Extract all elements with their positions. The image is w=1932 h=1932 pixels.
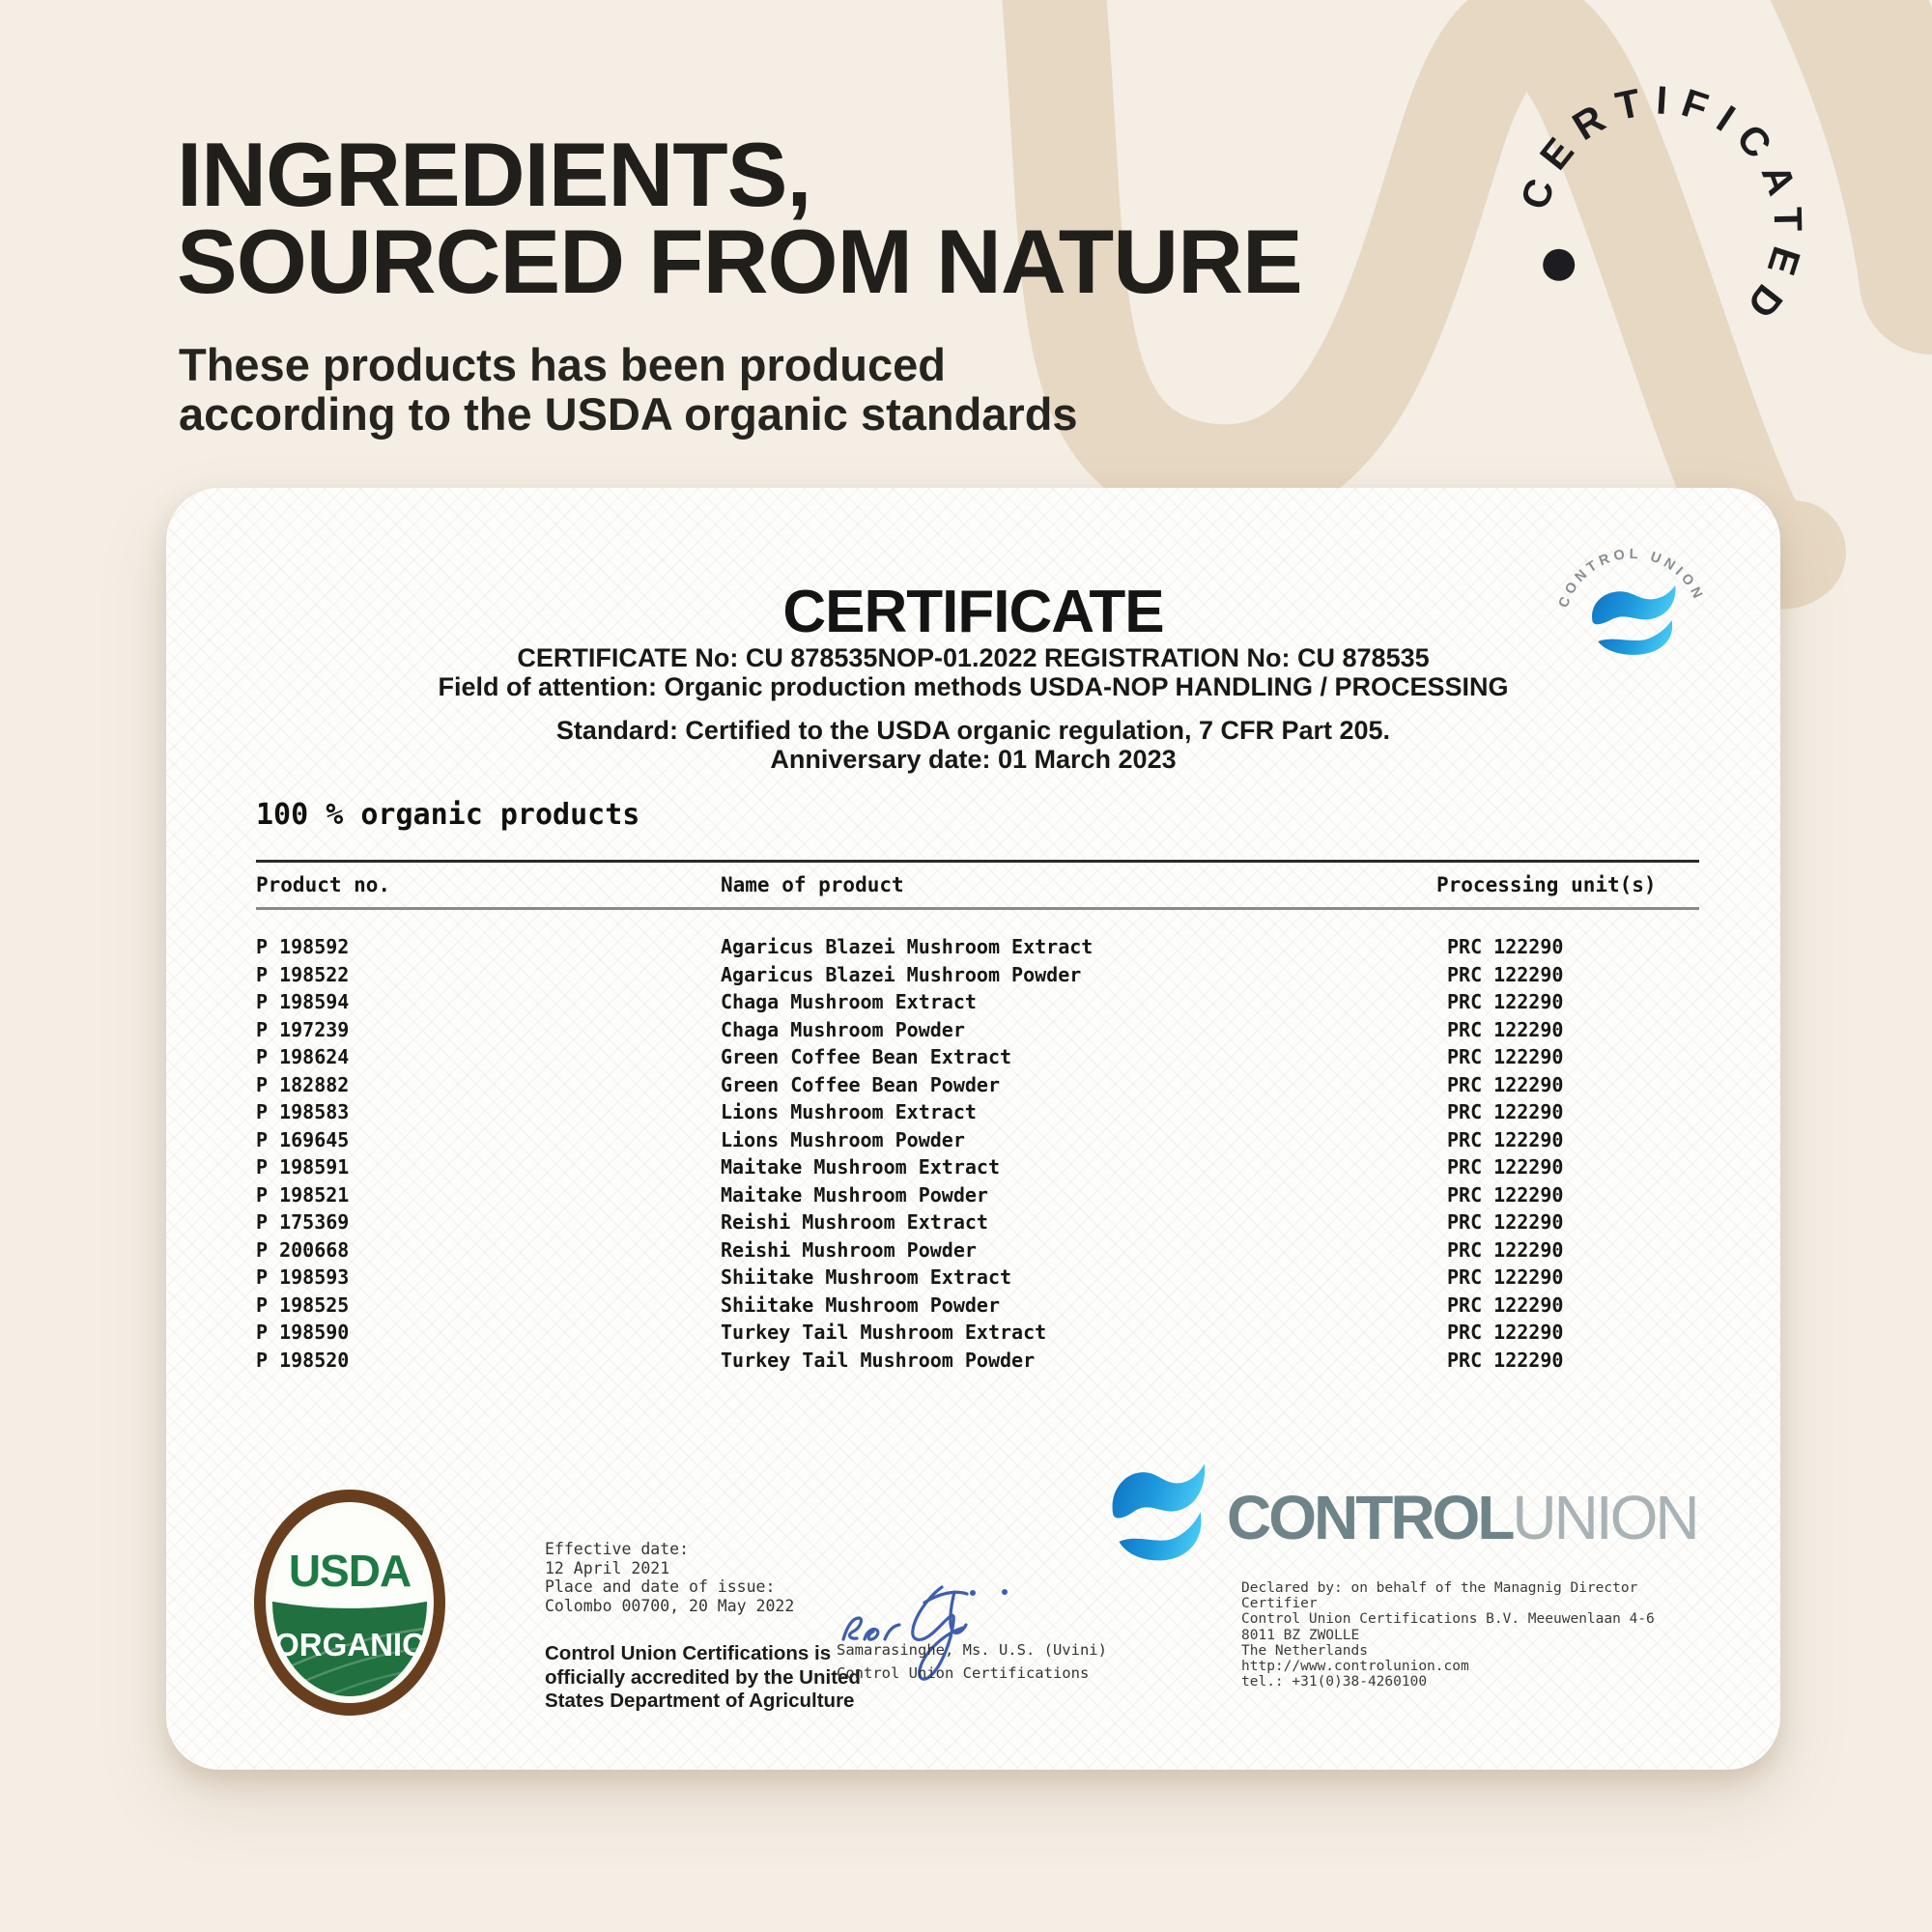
- page-subtitle-line2: according to the USDA organic standards: [179, 388, 1078, 440]
- usda-seal-top-text: USDA: [288, 1546, 412, 1596]
- signature-caption: [837, 1639, 1107, 1685]
- issue-line: Effective date:: [545, 1540, 690, 1558]
- product-table: [256, 933, 1699, 1374]
- issue-line: Place and date of issue:: [545, 1577, 776, 1596]
- table-row: [256, 1208, 1699, 1236]
- cell-product-name: Chaga Mushroom Powder: [721, 1017, 965, 1041]
- control-union-logo-icon: [1107, 1463, 1208, 1586]
- cell-product-no: P 198590: [256, 1321, 350, 1344]
- wordmark-control: CONTROL: [1227, 1483, 1513, 1552]
- table-row: [256, 1236, 1699, 1264]
- issue-line: Colombo 00700, 20 May 2022: [545, 1596, 795, 1615]
- accreditation-note: [545, 1642, 861, 1714]
- table-row: [256, 1319, 1699, 1347]
- cell-processing-unit: PRC 122290: [1447, 1155, 1564, 1179]
- table-row: [256, 988, 1699, 1016]
- certificate-standard: [166, 716, 1780, 774]
- table-row: [256, 1292, 1699, 1320]
- cell-product-name: Agaricus Blazei Mushroom Powder: [721, 962, 1082, 986]
- certificate-title: CERTIFICATE: [782, 579, 1164, 645]
- certificate-field-line: Field of attention: Organic production methods USDA-NOP HANDLING / PROCESSING: [438, 672, 1509, 701]
- declared-line: Certifier: [1241, 1596, 1318, 1612]
- cell-product-no: P 198583: [256, 1100, 350, 1123]
- page-title-line2: SOURCED FROM NATURE: [177, 211, 1302, 312]
- cell-processing-unit: PRC 122290: [1447, 990, 1564, 1013]
- table-row: [256, 1071, 1699, 1099]
- table-row: [256, 1153, 1699, 1181]
- declared-line: The Netherlands: [1241, 1642, 1368, 1659]
- accreditation-line: officially accredited by the United: [545, 1665, 861, 1689]
- cell-processing-unit: PRC 122290: [1447, 1045, 1564, 1068]
- cell-processing-unit: PRC 122290: [1447, 935, 1564, 958]
- cell-product-name: Maitake Mushroom Extract: [721, 1155, 1000, 1179]
- page-subtitle: [179, 340, 1078, 439]
- table-top-rule: [256, 860, 1699, 863]
- cell-product-name: Turkey Tail Mushroom Extract: [721, 1321, 1047, 1344]
- signatory-name: Samarasinghe, Ms. U.S. (Uvini): [837, 1641, 1107, 1659]
- cell-processing-unit: PRC 122290: [1447, 1127, 1564, 1151]
- cell-product-name: Shiitake Mushroom Powder: [721, 1293, 1000, 1317]
- cell-product-no: P 198592: [256, 935, 350, 958]
- table-row: [256, 1043, 1699, 1071]
- declared-line: http://www.controlunion.com: [1241, 1659, 1469, 1675]
- cell-product-name: Green Coffee Bean Extract: [721, 1045, 1012, 1068]
- declared-line: 8011 BZ ZWOLLE: [1241, 1627, 1360, 1643]
- badge-dot-icon: [1543, 249, 1575, 281]
- svg-text:CERTIFICATED: [1512, 77, 1810, 336]
- table-row: [256, 1098, 1699, 1126]
- table-row: [256, 933, 1699, 961]
- declared-by-block: [1241, 1580, 1655, 1690]
- cell-processing-unit: PRC 122290: [1447, 1182, 1564, 1207]
- cell-product-no: P 198520: [256, 1348, 350, 1372]
- certificate-standard-line: Standard: Certified to the USDA organic regulation, 7 CFR Part 205.: [555, 716, 1391, 745]
- table-header-rule: [256, 907, 1699, 910]
- header-processing-unit: Processing unit(s): [1436, 873, 1657, 896]
- cell-product-name: Chaga Mushroom Extract: [721, 990, 977, 1013]
- cell-processing-unit: PRC 122290: [1447, 1237, 1564, 1262]
- cell-processing-unit: PRC 122290: [1447, 1072, 1564, 1096]
- table-row: [256, 961, 1699, 989]
- cell-processing-unit: PRC 122290: [1447, 1348, 1564, 1372]
- usda-seal-bottom-text: ORGANIC: [274, 1627, 425, 1662]
- cell-product-no: P 198591: [256, 1155, 350, 1179]
- cell-product-no: P 198525: [256, 1293, 350, 1317]
- cell-product-name: Shiitake Mushroom Extract: [721, 1265, 1012, 1289]
- declared-line: tel.: +31(0)38-4260100: [1241, 1674, 1428, 1690]
- certificate-anniversary-line: Anniversary date: 01 March 2023: [770, 745, 1177, 774]
- wordmark-union: UNION: [1512, 1483, 1697, 1552]
- table-row: [256, 1181, 1699, 1209]
- table-row: [256, 1347, 1699, 1375]
- cell-product-no: P 198593: [256, 1265, 350, 1289]
- page-title: [177, 124, 1302, 312]
- cell-product-name: Reishi Mushroom Powder: [721, 1237, 977, 1262]
- certificate-numbers: [166, 643, 1780, 701]
- badge-arc-text: CERTIFICATED: [1512, 77, 1811, 337]
- cell-product-name: Maitake Mushroom Powder: [721, 1182, 988, 1207]
- cell-product-no: P 198624: [256, 1045, 350, 1068]
- issue-date-block: [545, 1540, 794, 1615]
- issue-line: 12 April 2021: [545, 1558, 670, 1577]
- cell-processing-unit: PRC 122290: [1447, 1017, 1564, 1041]
- cell-product-no: P 200668: [256, 1237, 350, 1262]
- certificated-badge: [1507, 77, 1816, 386]
- table-row: [256, 1264, 1699, 1292]
- certificate-number-line: CERTIFICATE No: CU 878535NOP-01.2022 REGISTRATION No: CU 878535: [517, 643, 1430, 672]
- declared-line: Declared by: on behalf of the Managnig Director: [1241, 1580, 1638, 1596]
- cell-product-no: P 169645: [256, 1127, 350, 1151]
- control-union-arc-text: CONTROL UNION: [1555, 546, 1707, 611]
- table-row: [256, 1016, 1699, 1044]
- cell-product-name: Reishi Mushroom Extract: [721, 1210, 988, 1234]
- control-union-wordmark: [1227, 1482, 1697, 1553]
- cell-product-no: P 198522: [256, 962, 350, 986]
- cell-processing-unit: PRC 122290: [1447, 1321, 1564, 1344]
- section-heading: 100 % organic products: [256, 798, 640, 832]
- header-product-name: Name of product: [721, 873, 904, 896]
- cell-product-name: Green Coffee Bean Powder: [721, 1072, 1000, 1096]
- cell-processing-unit: PRC 122290: [1447, 1210, 1564, 1234]
- cell-product-name: Lions Mushroom Powder: [721, 1127, 965, 1151]
- cell-processing-unit: PRC 122290: [1447, 1265, 1564, 1289]
- signatory-org: Control Union Certifications: [837, 1663, 1090, 1682]
- cell-product-name: Agaricus Blazei Mushroom Extract: [721, 935, 1094, 958]
- accreditation-line: States Department of Agriculture: [545, 1690, 855, 1712]
- cell-product-no: P 198594: [256, 990, 350, 1013]
- page-title-line1: INGREDIENTS,: [177, 124, 811, 225]
- cell-product-name: Lions Mushroom Extract: [721, 1100, 977, 1123]
- cell-product-name: Turkey Tail Mushroom Powder: [721, 1348, 1036, 1372]
- declared-line: Control Union Certifications B.V. Meeuwenlaan 4-6: [1241, 1611, 1655, 1628]
- table-header-row: [256, 873, 1699, 900]
- cell-processing-unit: PRC 122290: [1447, 1293, 1564, 1317]
- header-product-no: Product no.: [256, 873, 391, 896]
- cell-product-no: P 182882: [256, 1072, 350, 1096]
- cell-product-no: P 198521: [256, 1182, 350, 1207]
- page-subtitle-line1: These products has been produced: [179, 339, 946, 390]
- cell-processing-unit: PRC 122290: [1447, 1100, 1564, 1123]
- accreditation-line: Control Union Certifications is: [545, 1642, 832, 1664]
- cell-processing-unit: PRC 122290: [1447, 962, 1564, 986]
- cell-product-no: P 197239: [256, 1017, 350, 1041]
- table-row: [256, 1126, 1699, 1154]
- usda-organic-seal: [254, 1490, 445, 1716]
- cell-product-no: P 175369: [256, 1210, 350, 1234]
